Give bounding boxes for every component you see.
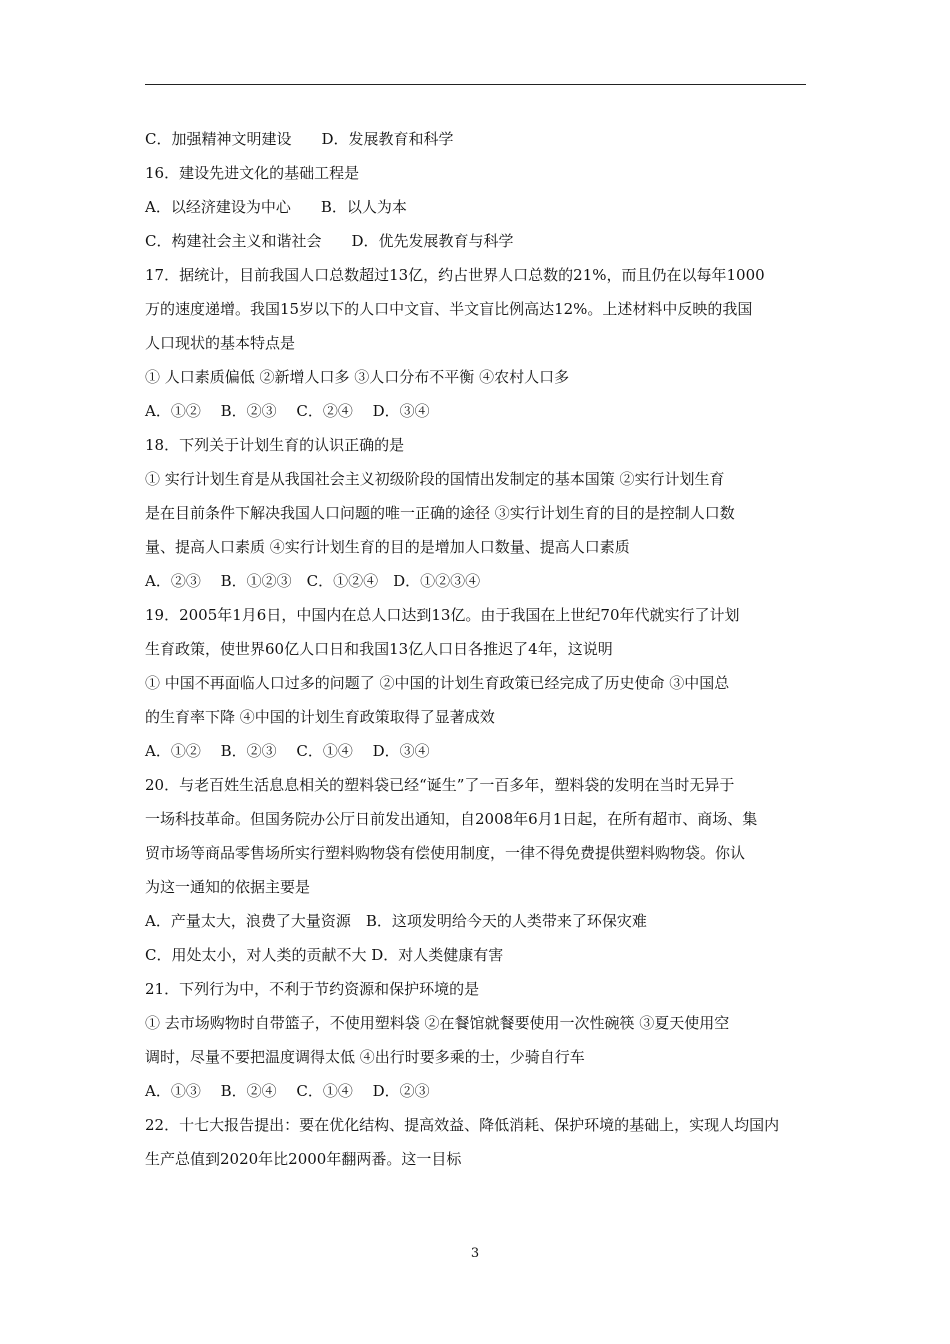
question-20-stem: 20．与老百姓生活息息相关的塑料袋已经“诞生”了一百多年，塑料袋的发明在当时无异于 [145, 776, 735, 794]
text-line: C．加强精神文明建设 D．发展教育和科学 [145, 130, 454, 148]
question-19-statements: 的生育率下降 ④中国的计划生育政策取得了显著成效 [145, 708, 495, 726]
document-body [145, 122, 810, 1176]
question-20-options: A．产量太大，浪费了大量资源 B．这项发明给今天的人类带来了环保灾难 [145, 912, 647, 930]
question-18-stem: 18．下列关于计划生育的认识正确的是 [145, 436, 405, 454]
question-17-stem: 万的速度递增。我国15岁以下的人口中文盲、半文盲比例高达12%。上述材料中反映的我国 [145, 300, 753, 318]
question-22-stem: 生产总值到2020年比2000年翻两番。这一目标 [145, 1150, 462, 1168]
question-18-options: A．②③ B．①②③ C．①②④ D．①②③④ [145, 572, 481, 590]
question-17-statements: ① 人口素质偏低 ②新增人口多 ③人口分布不平衡 ④农村人口多 [145, 368, 570, 386]
question-21-options: A．①③ B．②④ C．①④ D．②③ [145, 1082, 430, 1100]
question-20-options: C．用处太小，对人类的贡献不大 D．对人类健康有害 [145, 946, 504, 964]
header-rule [145, 84, 806, 85]
question-18-statements: 是在目前条件下解决我国人口问题的唯一正确的途径 ③实行计划生育的目的是控制人口数 [145, 504, 735, 522]
question-18-statements: 量、提高人口素质 ④实行计划生育的目的是增加人口数量、提高人口素质 [145, 538, 630, 556]
question-19-statements: ① 中国不再面临人口过多的问题了 ②中国的计划生育政策已经完成了历史使命 ③中国总 [145, 674, 730, 692]
question-21-statements: ① 去市场购物时自带篮子，不使用塑料袋 ②在餐馆就餐要使用一次性碗筷 ③夏天使用空 [145, 1014, 730, 1032]
question-16-options: A．以经济建设为中心 B．以人为本 [145, 198, 407, 216]
question-17-options: A．①② B．②③ C．②④ D．③④ [145, 402, 430, 420]
question-18-statements: ① 实行计划生育是从我国社会主义初级阶段的国情出发制定的基本国策 ②实行计划生育 [145, 470, 725, 488]
question-16-stem: 16．建设先进文化的基础工程是 [145, 164, 360, 182]
question-21-statements: 调时，尽量不要把温度调得太低 ④出行时要多乘的士，少骑自行车 [145, 1048, 585, 1066]
question-17-stem: 人口现状的基本特点是 [145, 334, 296, 352]
question-22-stem: 22．十七大报告提出：要在优化结构、提高效益、降低消耗、保护环境的基础上，实现人均国内 [145, 1116, 780, 1134]
question-21-stem: 21．下列行为中，不利于节约资源和保护环境的是 [145, 980, 480, 998]
question-20-stem: 贸市场等商品零售场所实行塑料购物袋有偿使用制度，一律不得免费提供塑料购物袋。你认 [145, 844, 746, 862]
question-19-stem: 19．2005年1月6日，中国内在总人口达到13亿。由于我国在上世纪70年代就实行了计划 [145, 606, 740, 624]
question-16-options: C．构建社会主义和谐社会 D．优先发展教育与科学 [145, 232, 514, 250]
question-20-stem: 一场科技革命。但国务院办公厅日前发出通知，自2008年6月1日起，在所有超市、商场、集 [145, 810, 758, 828]
question-20-stem: 为这一通知的依据主要是 [145, 878, 311, 896]
question-17-stem: 17．据统计，目前我国人口总数超过13亿，约占世界人口总数的21%，而且仍在以每年1000 [145, 266, 765, 284]
question-19-stem: 生育政策，使世界60亿人口日和我国13亿人口日各推迟了4年，这说明 [145, 640, 613, 658]
question-19-options: A．①② B．②③ C．①④ D．③④ [145, 742, 430, 760]
page-number: 3 [470, 1246, 480, 1261]
